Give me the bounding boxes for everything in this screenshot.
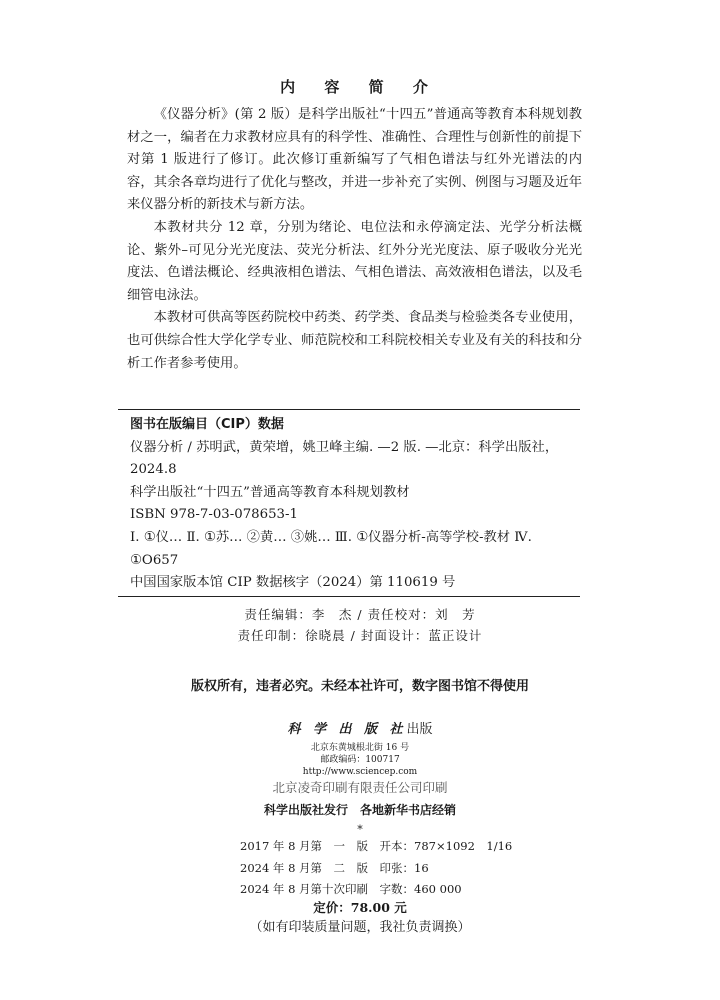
page-title: 内 容 简 介 — [280, 78, 440, 96]
cip-classification: Ⅰ. ①仪… Ⅱ. ①苏… ②黄… ③姚… Ⅲ. ①仪器分析-高等学校-教材 Ⅳ. ①O657 — [130, 529, 532, 568]
publisher-url: http://www.sciencep.com — [302, 767, 418, 777]
summary-paragraph: 《仪器分析》(第 2 版）是科学出版社“十四五”普通高等教育本科规划教材之一，编者在力求教材应具有的科学性、准确性、合理性与创新性的前提下对第 1 版进行了修订。此次修订重新编写了气相色谱法与红外光谱法的内容，其余各章均进行了优化与整改，并进一步补充了实例、例图与习题及近年来仪器分析的新技术与新方法。 — [127, 107, 582, 213]
cip-line: 科学出版社“十四五”普通高等教育本科规划教材 — [130, 484, 410, 500]
publisher-line — [0, 720, 720, 740]
price: 定价：78.00 元 — [313, 900, 407, 915]
printer-line: 北京凌奇印刷有限责任公司印刷 — [272, 780, 448, 795]
summary-paragraph: 本教材共分 12 章，分别为绪论、电位法和永停滴定法、光学分析法概论、紫外–可见分光光度法、荧光分析法、红外分光光度法、原子吸收分光光度法、色谱法概论、经典液相色谱法、气相色谱法、高效液相色谱法，以及毛细管电泳法。 — [127, 219, 582, 303]
cip-line: 仪器分析 / 苏明武，黄荣增，姚卫峰主编. —2 版. —北京：科学出版社，2024.8 — [130, 439, 559, 478]
edition-row: 2024 年 8 月第十次印刷 字数：460 000 — [240, 882, 462, 896]
content-summary — [127, 104, 582, 375]
publisher-suffix: 出版 — [406, 722, 433, 737]
cip-heading: 图书在版编目（CIP）数据 — [130, 417, 284, 432]
edition-row: 2024 年 8 月第 二 版 印张：16 — [240, 860, 429, 875]
cip-data-block — [118, 409, 580, 597]
cip-record-number: 中国国家版本馆 CIP 数据核字（2024）第 110619 号 — [130, 575, 456, 591]
editors-line: 责任编辑：李 杰 / 责任校对：刘 芳 — [244, 607, 476, 622]
editors-credits — [0, 604, 720, 646]
separator-star: * — [357, 823, 363, 836]
publisher-address: 北京东黄城根北街 16 号 — [310, 743, 410, 753]
cip-isbn: ISBN 978-7-03-078653-1 — [130, 507, 298, 523]
publisher-logo: 科 学 出 版 社 — [287, 722, 407, 737]
publisher-postcode: 邮政编码：100717 — [320, 755, 400, 765]
edition-row: 2017 年 8 月第 一 版 开本：787×1092 1/16 — [240, 839, 513, 853]
publisher-block — [0, 720, 720, 836]
summary-paragraph: 本教材可供高等医药院校中药类、药学类、食品类与检验类各专业使用，也可供综合性大学化学专业、师范院校和工科院校相关专业及有关的科技和分析工作者参考使用。 — [127, 310, 582, 371]
copyright-notice: 版权所有，违者必究。未经本社许可，数字图书馆不得使用 — [190, 679, 529, 694]
editors-line: 责任印制：徐晓晨 / 封面设计：蓝正设计 — [237, 628, 483, 643]
distribution-line: 科学出版社发行 各地新华书店经销 — [263, 803, 456, 817]
edition-info — [240, 836, 540, 901]
quality-notice: （如有印装质量问题，我社负责调换） — [249, 920, 471, 935]
